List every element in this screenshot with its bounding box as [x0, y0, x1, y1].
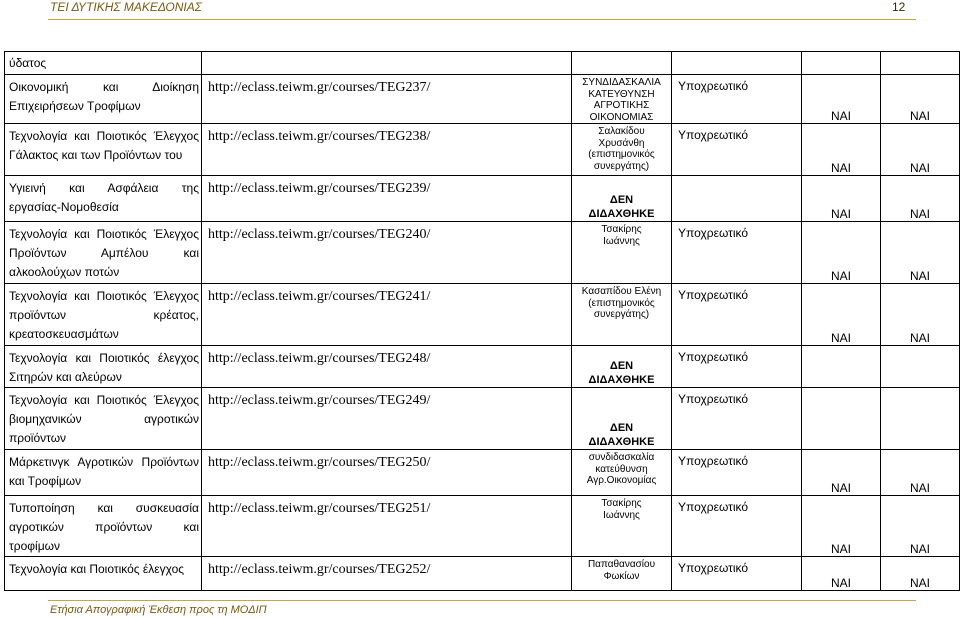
- instructor-line: (επιστημονικός: [588, 149, 655, 160]
- yes-cell-1: [802, 388, 881, 450]
- instructor-line: κατεύθυνση: [595, 463, 648, 475]
- course-url-link[interactable]: http://eclass.teiwm.gr/courses/TEG239/: [208, 181, 431, 196]
- course-name-cell: [5, 284, 202, 346]
- url-cell: [202, 222, 572, 284]
- yes-cell-2: [881, 75, 960, 124]
- url-cell: [202, 557, 572, 591]
- instructor-line: ΔΕΝ: [609, 422, 634, 434]
- instructor-line: Αγρ.Οικονομίας: [586, 475, 657, 486]
- url-cell: [202, 124, 572, 176]
- url-cell: [202, 52, 572, 75]
- type-cell: [672, 222, 802, 284]
- type-cell: [672, 346, 802, 388]
- course-name-cell: [5, 346, 202, 388]
- course-name-line: Τυποποίηση και συσκευασία: [9, 501, 199, 515]
- course-name-cell: [5, 496, 202, 557]
- course-name-line: αγροτικών προϊόντων και: [9, 520, 199, 534]
- course-name-line: Τεχνολογία και Ποιοτικός Έλεγχος: [9, 227, 199, 241]
- course-url-link[interactable]: http://eclass.teiwm.gr/courses/TEG250/: [208, 455, 431, 470]
- table-row: [5, 176, 960, 222]
- instructor-line: ΟΙΚΟΝΟΜΙΑΣ: [589, 111, 654, 123]
- table-row: [5, 346, 960, 388]
- table-row: [5, 496, 960, 557]
- instructor-line: Παπαθανασίου: [587, 559, 656, 570]
- instructor-text: [572, 75, 671, 123]
- course-name-line: προϊόντων: [9, 431, 67, 445]
- course-name-line: Υγιεινή και Ασφάλεια της: [9, 181, 199, 195]
- yes-cell-1: [802, 496, 881, 557]
- url-cell: [202, 496, 572, 557]
- course-name-line: Τεχνολογία και Ποιοτικός έλεγχος: [9, 562, 185, 576]
- yes-cell-2: [881, 176, 960, 222]
- instructor-cell: [572, 557, 672, 591]
- course-name-line: και Τροφίμων: [9, 474, 82, 488]
- yes-value: ΝΑΙ: [830, 331, 851, 345]
- yes-cell-2: [881, 496, 960, 557]
- course-type-text: [672, 176, 801, 180]
- instructor-line: ΔΙΔΑΧΘΗΚΕ: [588, 208, 655, 220]
- instructor-text: [572, 222, 671, 247]
- course-type-text: Υποχρεωτικό: [678, 128, 749, 142]
- instructor-line: συνεργάτης): [593, 160, 650, 172]
- type-cell: [672, 52, 802, 75]
- yes-cell-1: [802, 284, 881, 346]
- course-name-text: [5, 222, 201, 282]
- instructor-line: Σαλακίδου: [598, 126, 645, 137]
- yes-value: ΝΑΙ: [830, 161, 851, 175]
- course-name-cell: [5, 176, 202, 222]
- instructor-cell: [572, 52, 672, 75]
- course-url-link[interactable]: http://eclass.teiwm.gr/courses/TEG249/: [208, 393, 431, 408]
- instructor-text: [572, 450, 671, 487]
- instructor-line: συνεργάτης): [593, 309, 650, 320]
- course-name-text: [5, 346, 201, 387]
- yes-value: ΝΑΙ: [909, 161, 930, 175]
- instructor-cell: [572, 388, 672, 450]
- table-row: [5, 222, 960, 284]
- instructor-line: συνδιδασκαλία: [588, 452, 655, 463]
- course-url-link[interactable]: http://eclass.teiwm.gr/courses/TEG241/: [208, 289, 431, 304]
- course-type-text: Υποχρεωτικό: [678, 500, 749, 514]
- yes-value: ΝΑΙ: [830, 269, 851, 283]
- instructor-line: Χρυσάνθη: [598, 137, 645, 149]
- yes-value: ΝΑΙ: [909, 207, 930, 221]
- yes-value: ΝΑΙ: [830, 576, 851, 590]
- table-row: [5, 75, 960, 124]
- instructor-cell: [572, 124, 672, 176]
- instructor-cell: [572, 450, 672, 496]
- course-name-line: προϊόντων κρέατος,: [9, 308, 199, 322]
- instructor-text: [572, 557, 671, 582]
- course-name-line: τροφίμων: [9, 539, 60, 553]
- course-type-text: Υποχρεωτικό: [678, 226, 749, 240]
- url-cell: [202, 388, 572, 450]
- course-name-line: Προϊόντων Αμπέλου και: [9, 246, 199, 260]
- yes-value: ΝΑΙ: [909, 576, 930, 590]
- yes-cell-1: [802, 176, 881, 222]
- course-name-line: Τεχνολογία και Ποιοτικός Έλεγχος: [9, 289, 199, 303]
- instructor-cell: [572, 75, 672, 124]
- yes-cell-2: [881, 124, 960, 176]
- course-name-line: αλκοολούχων ποτών: [9, 265, 120, 279]
- yes-value: ΝΑΙ: [909, 331, 930, 345]
- course-name-text: [5, 557, 201, 579]
- course-type-text: Υποχρεωτικό: [678, 392, 749, 406]
- table-row: [5, 388, 960, 450]
- table-row: [5, 450, 960, 496]
- instructor-line: Ιωάννης: [603, 509, 640, 521]
- url-cell: [202, 176, 572, 222]
- type-cell: [672, 557, 802, 591]
- instructor-line: ΔΙΔΑΧΘΗΚΕ: [588, 436, 655, 448]
- course-name-text: [5, 284, 201, 344]
- course-name-cell: [5, 450, 202, 496]
- course-url-link[interactable]: http://eclass.teiwm.gr/courses/TEG251/: [208, 501, 431, 516]
- document-header-title: ΤΕΙ ΔΥΤΙΚΗΣ ΜΑΚΕΔΟΝΙΑΣ: [50, 0, 202, 14]
- instructor-line: Φωκίων: [603, 570, 640, 582]
- instructor-line: ΔΙΔΑΧΘΗΚΕ: [588, 374, 655, 386]
- header-divider: [48, 19, 916, 20]
- course-name-cell: [5, 388, 202, 450]
- course-name-line: Επιχειρήσεων Τροφίμων: [9, 99, 141, 113]
- course-name-cell: [5, 52, 202, 75]
- yes-cell-1: [802, 450, 881, 496]
- table-row: [5, 124, 960, 176]
- type-cell: [672, 284, 802, 346]
- course-name-cell: [5, 222, 202, 284]
- url-cell: [202, 284, 572, 346]
- course-url-link[interactable]: http://eclass.teiwm.gr/courses/TEG252/: [208, 562, 431, 577]
- yes-cell-2: [881, 222, 960, 284]
- instructor-line: Κασαπίδου Ελένη: [581, 286, 662, 297]
- instructor-cell: [572, 176, 672, 222]
- course-name-cell: [5, 557, 202, 591]
- instructor-cell: [572, 222, 672, 284]
- yes-value: ΝΑΙ: [909, 481, 930, 495]
- instructor-cell: [572, 284, 672, 346]
- yes-cell-2: [881, 284, 960, 346]
- instructor-line: Ιωάννης: [603, 235, 640, 247]
- course-name-line: κρεατοσκευασμάτων: [9, 327, 119, 341]
- yes-value: ΝΑΙ: [909, 269, 930, 283]
- course-name-line: Σιτηρών και αλεύρων: [9, 370, 122, 384]
- yes-cell-1: [802, 222, 881, 284]
- course-name-cell: [5, 124, 202, 176]
- course-name-text: [5, 388, 201, 448]
- yes-value: ΝΑΙ: [830, 481, 851, 495]
- course-type-text: Υποχρεωτικό: [678, 350, 749, 364]
- yes-value: ΝΑΙ: [830, 542, 851, 556]
- type-cell: [672, 450, 802, 496]
- yes-cell-2: [881, 52, 960, 75]
- url-cell: [202, 346, 572, 388]
- instructor-line: ΚΑΤΕΥΘΥΝΣΗ: [588, 88, 655, 100]
- course-type-text: Υποχρεωτικό: [678, 288, 749, 302]
- yes-value: ΝΑΙ: [909, 109, 930, 123]
- course-name-line: Μάρκετινγκ Αγροτικών Προϊόντων: [9, 455, 199, 469]
- course-url-link[interactable]: http://eclass.teiwm.gr/courses/TEG240/: [208, 227, 431, 242]
- course-name-text: ύδατος: [9, 56, 47, 70]
- type-cell: [672, 176, 802, 222]
- course-name-line: Τεχνολογία και Ποιοτικός Έλεγχος: [9, 393, 199, 407]
- course-type-text: Υποχρεωτικό: [678, 454, 749, 468]
- page-number: 12: [892, 0, 906, 14]
- type-cell: [672, 388, 802, 450]
- yes-cell-1: [802, 124, 881, 176]
- yes-value: ΝΑΙ: [909, 542, 930, 556]
- course-name-cell: [5, 75, 202, 124]
- yes-cell-2: [881, 450, 960, 496]
- yes-cell-2: [881, 557, 960, 591]
- course-url-link[interactable]: http://eclass.teiwm.gr/courses/TEG248/: [208, 351, 431, 366]
- instructor-text: [572, 284, 671, 321]
- instructor-line: Τσακίρης: [601, 498, 642, 509]
- yes-cell-1: [802, 75, 881, 124]
- course-type-text: Υποχρεωτικό: [678, 79, 749, 93]
- instructor-cell: [572, 496, 672, 557]
- course-name-text: [5, 176, 201, 217]
- instructor-line: Τσακίρης: [601, 224, 642, 235]
- document-footer: Ετήσια Απογραφική Έκθεση προς τη ΜΟΔΙΠ: [50, 604, 267, 616]
- course-url-link[interactable]: http://eclass.teiwm.gr/courses/TEG237/: [208, 80, 431, 95]
- course-type-text: Υποχρεωτικό: [678, 561, 749, 575]
- yes-cell-2: [881, 346, 960, 388]
- yes-cell-2: [881, 388, 960, 450]
- url-cell: [202, 75, 572, 124]
- instructor-line: (επιστημονικός: [588, 297, 655, 309]
- instructor-text: [572, 124, 671, 172]
- course-name-line: Τεχνολογία και Ποιοτικός έλεγχος: [9, 351, 199, 365]
- instructor-text: [572, 191, 671, 221]
- instructor-text: [572, 419, 671, 449]
- instructor-line: ΑΓΡΟΤΙΚΗΣ: [593, 100, 650, 111]
- yes-value: ΝΑΙ: [830, 109, 851, 123]
- type-cell: [672, 496, 802, 557]
- yes-cell-1: [802, 52, 881, 75]
- instructor-text: [572, 357, 671, 387]
- course-name-line: βιομηχανικών αγροτικών: [9, 412, 199, 426]
- instructor-line: ΔΕΝ: [609, 360, 634, 372]
- course-name-text: [5, 124, 201, 165]
- course-name-line: Τεχνολογία και Ποιοτικός Έλεγχος: [9, 129, 199, 143]
- course-name-text: [5, 450, 201, 491]
- course-name-text: [5, 75, 201, 116]
- type-cell: [672, 124, 802, 176]
- url-cell: [202, 450, 572, 496]
- table-row: [5, 284, 960, 346]
- courses-table: [4, 51, 960, 591]
- instructor-line: ΣΥΝΔΙΔΑΣΚΑΛΙΑ: [582, 77, 661, 88]
- yes-cell-1: [802, 346, 881, 388]
- yes-cell-1: [802, 557, 881, 591]
- instructor-text: [572, 496, 671, 521]
- instructor-line: ΔΕΝ: [609, 194, 634, 206]
- table-row-continuation: [5, 52, 960, 75]
- course-name-line: εργασίας-Νομοθεσία: [9, 200, 119, 214]
- course-name-line: Γάλακτος και των Προϊόντων του: [9, 148, 183, 162]
- type-cell: [672, 75, 802, 124]
- course-name-text: [5, 496, 201, 556]
- footer-divider: [48, 600, 916, 601]
- table-row: [5, 557, 960, 591]
- course-name-line: Οικονομική και Διοίκηση: [9, 80, 199, 94]
- yes-value: ΝΑΙ: [830, 207, 851, 221]
- course-url-link[interactable]: http://eclass.teiwm.gr/courses/TEG238/: [208, 129, 431, 144]
- instructor-cell: [572, 346, 672, 388]
